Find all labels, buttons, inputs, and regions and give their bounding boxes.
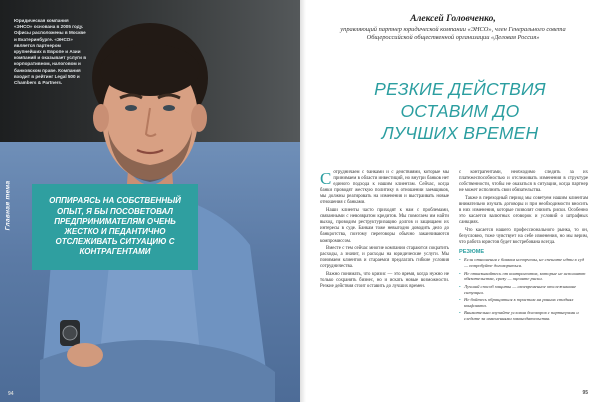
right-page-article: [300, 0, 600, 402]
paragraph: с контрагентами, необходимо следить за их платежеспособностью и отслеживать изменения в структуре собственности, чтобы не оказаться в ситуации, когда партнер не может исполнить свои обязательства.: [459, 170, 588, 194]
section-tab-label: Главная тема: [4, 180, 12, 230]
article-body: [320, 170, 588, 388]
paragraph: Что касается нашего профессионального рынка, то он, безусловно, тоже чувствует на себе изменения, но мы верим, что работа юристов будет востребована всегда.: [459, 227, 588, 246]
page-gutter: [300, 0, 306, 402]
resume-item: • Лучший способ защиты — своевременное отслеживание ситуации.: [459, 284, 588, 296]
article-headline: РЕЗКИЕ ДЕЙСТВИЯ ОСТАВИМ ДО ЛУЧШИХ ВРЕМЕН: [374, 79, 546, 143]
page-number-left: 94: [8, 391, 14, 397]
resume-list: [459, 257, 588, 322]
paragraph: отрудничаем с банками и с действиями, которые мы принимаем в области инвестиций, но внутри банков нет единого подхода к нашим клиентам. Сейчас, когда банки проводят жесткую политику в отношении заемщиков, мы должны реагировать на изменения и выстраивать новые отношения с банками.: [320, 170, 449, 206]
paragraph: Вместе с тем сейчас многие компании стараются сократить расходы, а значит, и расходы на юридические услуги. Мы понимаем клиентов и стараемся предлагать гибкие условия сотрудничества.: [320, 246, 449, 270]
paragraph: Также в переходный период мы советуем нашим клиентам внимательно изучать договоры и при необходимости вносить в них изменения, которые позволят снизить риски. Особенно это касается валютных оговорок и условий о штрафных санкциях.: [459, 195, 588, 226]
drop-cap: С: [320, 170, 332, 188]
paragraph: Важно понимать, что кризис — это время, когда нужно не только сохранять бизнес, но и искать новые возможности. Резкие действия стоит оставить до лучших времен.: [320, 272, 449, 290]
resume-item: • Не бойтесь обращаться к юристам на ранних стадиях конфликта.: [459, 297, 588, 309]
pull-quote-text: ОППИРАЯСЬ НА СОБСТВЕННЫЙ ОПЫТ, Я БЫ ПОСОВЕТОВАЛ ПРЕДПРИНИМАТЕЛЯМ ОЧЕНЬ ЖЕСТКО И ПЕДАНТИЧНО ОТСЛЕЖИВАТЬ СИТУАЦИЮ С КОНТРАГЕНТАМИ: [49, 196, 181, 257]
paragraph: Наши клиенты часто приходят к нам с проблемами, связанными с невозвратом кредитов. Мы помогаем им найти выход, проводим реструктуризацию долгов и защищаем их интересы в суде. Банкам тоже невыгодно доводить дело до банкротства, поэтому переговоры обычно заканчиваются компромиссом.: [320, 208, 449, 244]
pull-quote: [32, 184, 198, 270]
page-number-right: 95: [582, 390, 588, 396]
resume-item: • Если отношения с банком испорчены, не спешите идти в суд — попробуйте договориться.: [459, 257, 588, 269]
company-bio: Юридическая компания «ЭНСО» основана в 2005 году. Офисы расположены в Москве и Екатеринбурге. «ЭНСО» является партнером крупнейших в Европе и Азии компаний и оказывает услуги в корпоративном, налоговом и банковском праве. Компания входит в рейтинг Legal 500 и Chambers & Partners.: [14, 18, 87, 86]
resume-item: • Внимательно изучайте условия договоров с партнерами и следите за изменениями законодательства.: [459, 310, 588, 322]
column-1: [320, 170, 449, 388]
resume-heading: РЕЗЮМЕ: [459, 249, 485, 256]
section-tab: [2, 150, 14, 260]
author-role: управляющий партнер юридической компании «ЭНСО», член Генерального совета Общероссийской общественной организации «Деловая Россия»: [340, 26, 566, 41]
resume-item: • Не отказывайтесь от контрагентов, которые не исполняют обязательства, сразу — оцените риски.: [459, 271, 588, 283]
author-name: Алексей Головченко,: [410, 14, 496, 24]
column-2: [459, 170, 588, 388]
